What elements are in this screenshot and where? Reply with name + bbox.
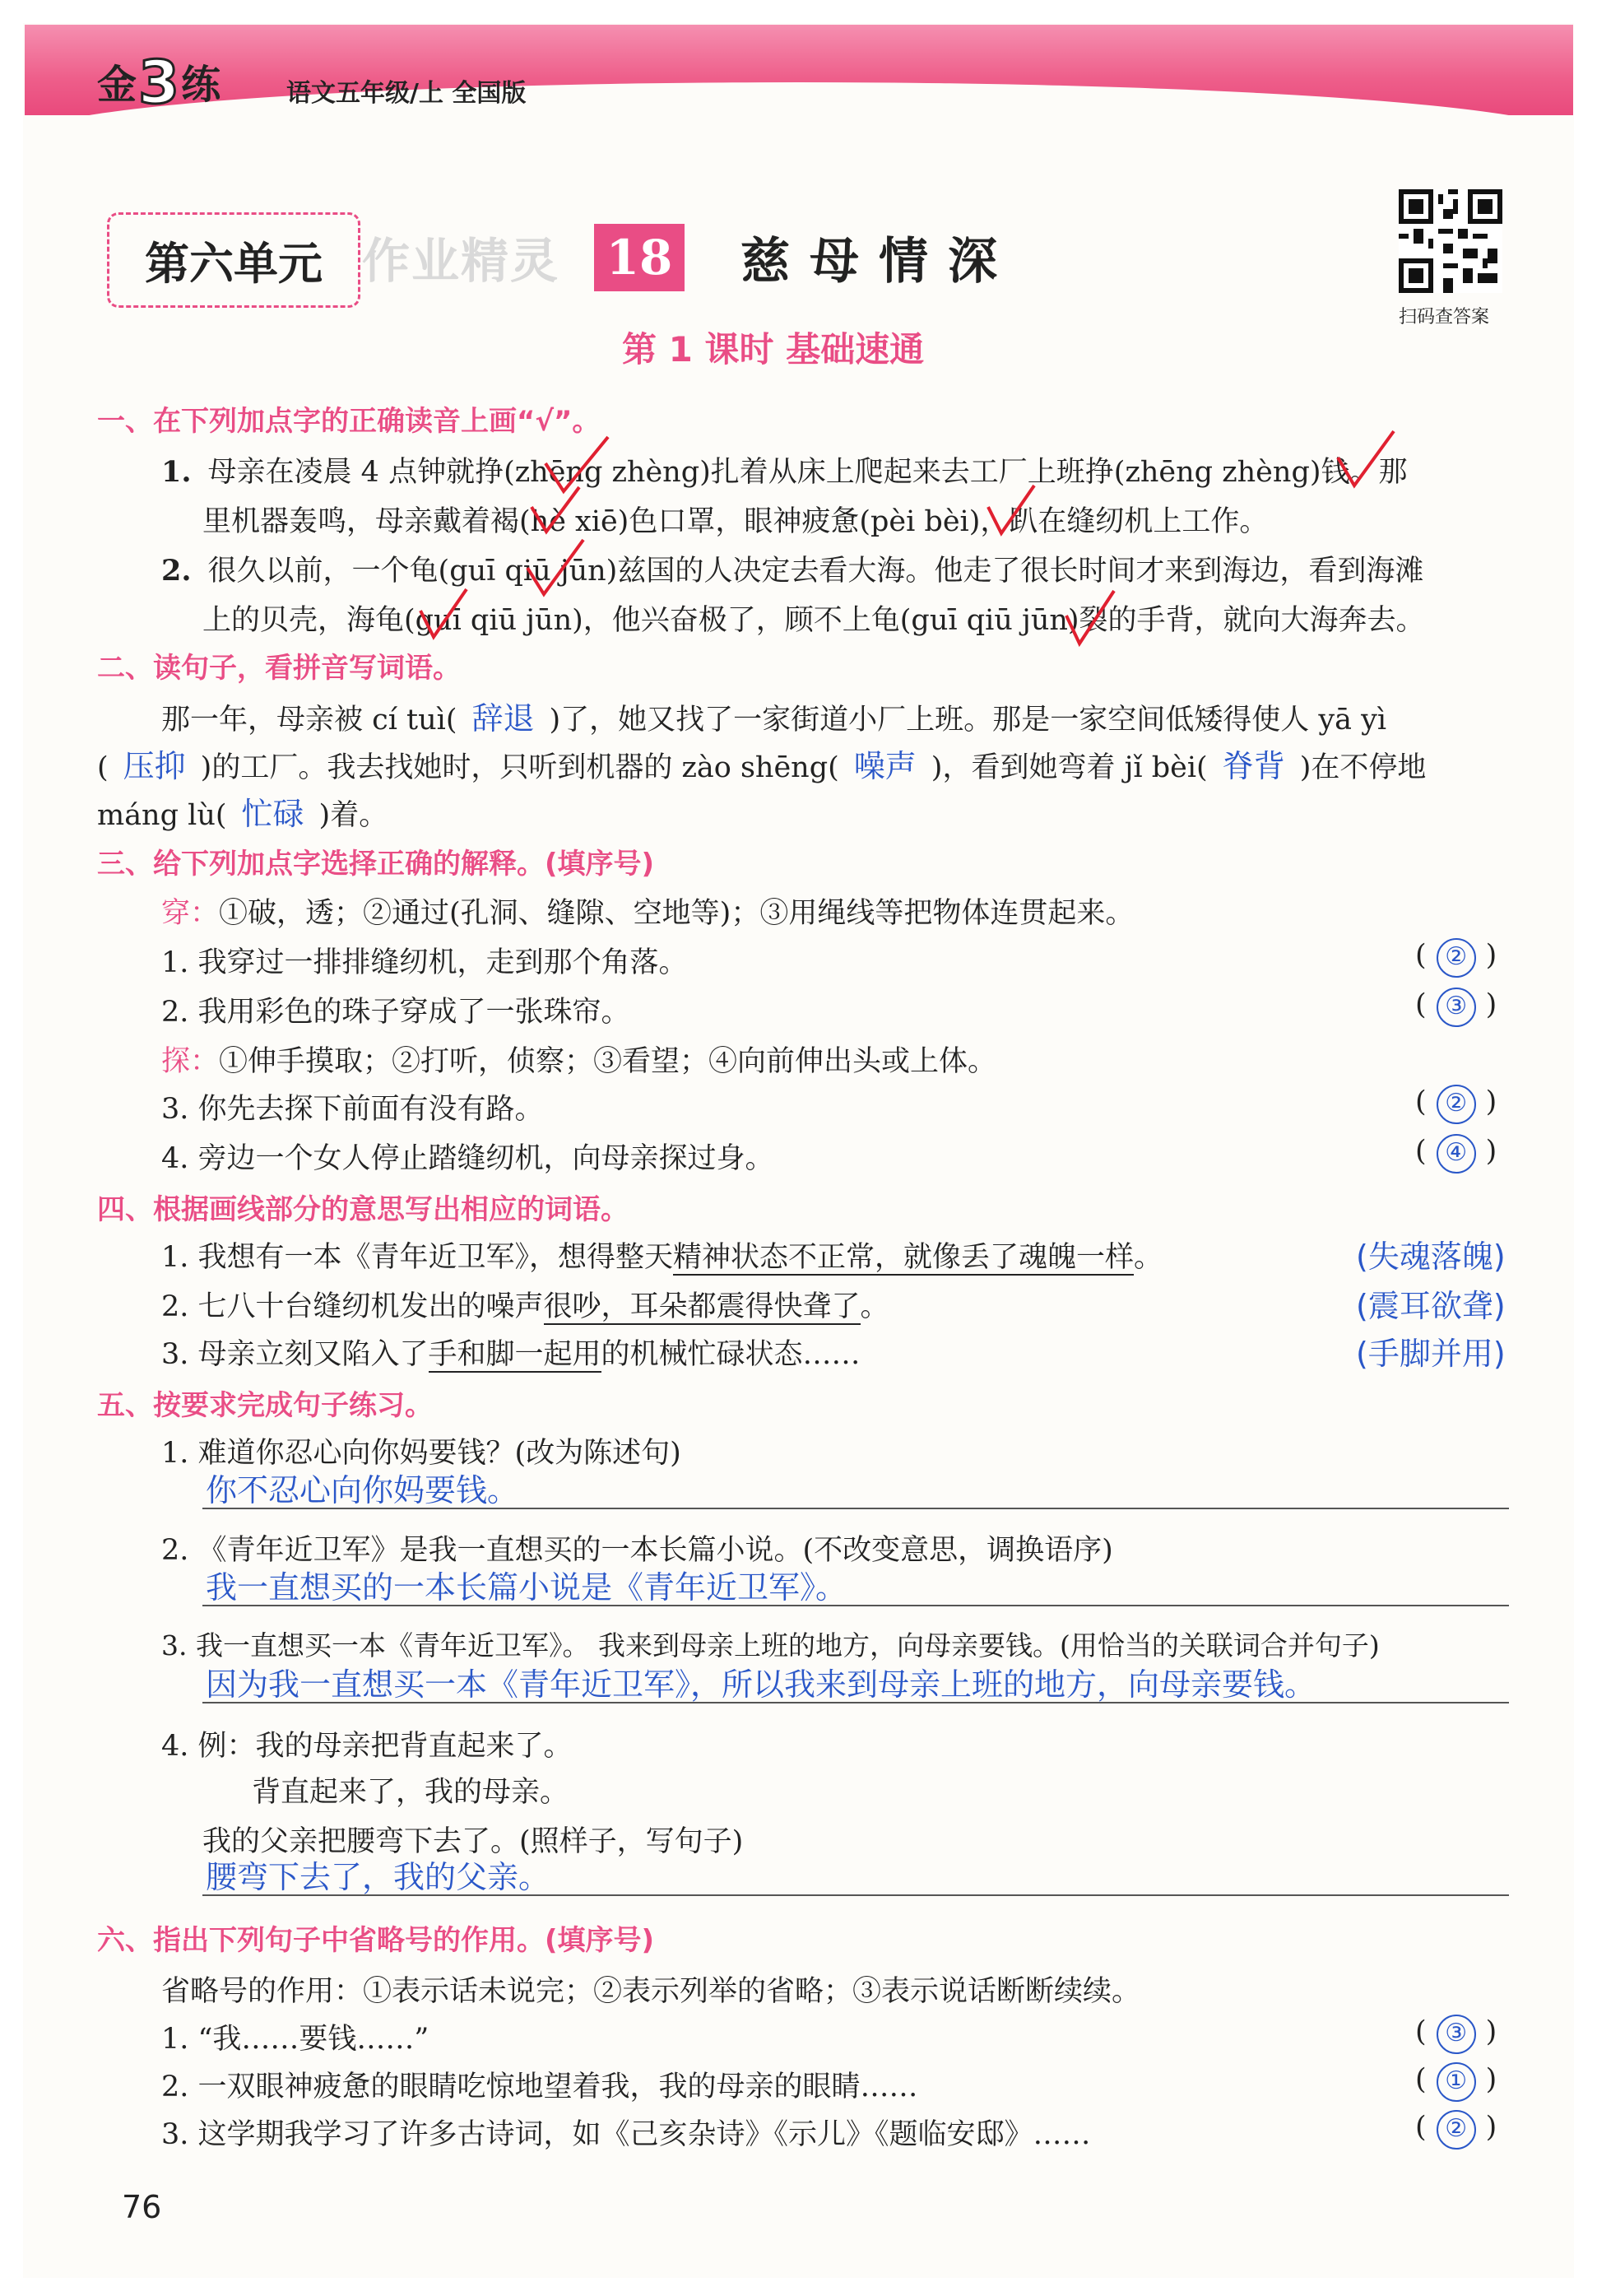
def-head: 穿： bbox=[161, 897, 220, 930]
section-5-title: 五、按要求完成句子练习。 bbox=[97, 1389, 433, 1422]
s3-q4: 4. 旁边一个女人停止踏缝纫机，向母亲探过身。 bbox=[161, 1142, 774, 1175]
def-head: 探： bbox=[161, 1045, 220, 1078]
text: 1. 我想有一本《青年近卫军》，想得整天 bbox=[161, 1241, 674, 1274]
s5-q4-example: 4. 例：我的母亲把背直起来了。 bbox=[161, 1730, 573, 1763]
text: 2. 七八十台缝纫机发出的噪声 bbox=[161, 1290, 544, 1323]
check-mark-icon bbox=[1333, 428, 1399, 494]
brand-logo bbox=[97, 48, 222, 117]
section-6-title: 六、指出下列句子中省略号的作用。(填序号) bbox=[97, 1924, 655, 1957]
period-title: 第 1 课时 基础速通 bbox=[622, 329, 925, 369]
answer-line bbox=[202, 1702, 1509, 1703]
check-mark-icon bbox=[522, 535, 588, 601]
s5-q2: 2. 《青年近卫军》是我一直想买的一本长篇小说。(不改变意思，调换语序) bbox=[161, 1534, 1113, 1567]
check-mark-icon bbox=[1061, 586, 1119, 652]
s3-a4-paren: ( ④ ) bbox=[1415, 1134, 1497, 1174]
answer-circle: ④ bbox=[1437, 1134, 1476, 1174]
s5-answer-1: 你不忍心向你妈要钱。 bbox=[206, 1472, 519, 1508]
s3-q3: 3. 你先去探下前面有没有路。 bbox=[161, 1093, 544, 1126]
page-number: 76 bbox=[122, 2189, 162, 2225]
qr-code-icon[interactable] bbox=[1399, 189, 1502, 293]
q-number: 2. bbox=[161, 554, 192, 588]
text: 3. 母亲立刻又陷入了 bbox=[161, 1338, 429, 1371]
brand-char-2: 练 bbox=[181, 62, 223, 108]
answer-circle: ① bbox=[1437, 2062, 1476, 2102]
section-1-title: 一、在下列加点字的正确读音上画“√”。 bbox=[97, 405, 601, 438]
s4-q3 bbox=[161, 1332, 861, 1373]
text: )着。 bbox=[318, 799, 388, 832]
text: )了，她又找了一家街道小厂上班。那是一家空间低矮得使人 yā yì bbox=[549, 704, 1387, 737]
brand-number: 3 bbox=[138, 48, 182, 117]
answer-circle: ③ bbox=[1437, 988, 1476, 1027]
s6-a3-paren: ( ② ) bbox=[1415, 2110, 1497, 2150]
q-text: 母亲在凌晨 4 点钟就挣(zhēng zhèng)扎着从床上爬起来去工厂上班挣(zhēng zhèng)钱。那 bbox=[207, 456, 1408, 489]
answer-text: 脊背 bbox=[1222, 748, 1285, 784]
answer-text: 忙碌 bbox=[241, 796, 304, 832]
s1-q1-line2: 里机器轰鸣，母亲戴着褐(hè xiē)色口罩，眼神疲惫(pèi bèi)，趴在缝纫机上工作。 bbox=[202, 505, 1269, 538]
s4-answer-3: (手脚并用) bbox=[1356, 1336, 1506, 1372]
section-4-title: 四、根据画线部分的意思写出相应的词语。 bbox=[97, 1193, 629, 1226]
check-mark-icon bbox=[527, 482, 584, 540]
s4-q1 bbox=[161, 1234, 1163, 1276]
s4-answer-2: (震耳欲聋) bbox=[1356, 1288, 1506, 1324]
s6-def: 省略号的作用：①表示话未说完；②表示列举的省略；③表示说话断断续续。 bbox=[161, 1975, 1141, 2008]
text: 。 bbox=[1134, 1241, 1163, 1274]
s2-line2 bbox=[97, 741, 1426, 786]
section-2-title: 二、读句子，看拼音写词语。 bbox=[97, 652, 461, 685]
answer-circle: ② bbox=[1437, 2110, 1476, 2150]
underlined-text: 很吵，耳朵都震得快聋了 bbox=[543, 1290, 861, 1323]
watermark: 作业精灵 bbox=[362, 233, 560, 289]
text: )的工厂。我去找她时，只听到机器的 zào shēng( bbox=[200, 751, 839, 784]
section-3-title: 三、给下列加点字选择正确的解释。(填序号) bbox=[97, 848, 655, 881]
s5-answer-3: 因为我一直想买一本《青年近卫军》，所以我来到母亲上班的地方，向母亲要钱。 bbox=[206, 1666, 1316, 1703]
s6-a1-paren: ( ③ ) bbox=[1415, 2015, 1497, 2054]
def-text: ①伸手摸取；②打听，侦察；③看望；④向前伸出头或上体。 bbox=[219, 1045, 997, 1078]
lesson-number: 18 bbox=[594, 224, 685, 291]
def-text: ①破，透；②通过(孔洞、缝隙、空地等)；③用绳线等把物体连贯起来。 bbox=[219, 897, 1135, 930]
answer-line bbox=[202, 1508, 1509, 1509]
unit-label: 第六单元 bbox=[107, 212, 360, 308]
s3-q1: 1. 我穿过一排排缝纫机，走到那个角落。 bbox=[161, 946, 688, 979]
answer-circle: ② bbox=[1437, 1085, 1476, 1124]
s3-a1-paren: ( ② ) bbox=[1415, 938, 1497, 978]
q-text: 很久以前，一个龟(guī qiū jūn)兹国的人决定去看大海。他走了很长时间才来到海边，看到海滩 bbox=[207, 555, 1424, 588]
s5-q1: 1. 难道你忍心向你妈要钱？(改为陈述句) bbox=[161, 1437, 681, 1470]
text: 那一年，母亲被 cí tuì( bbox=[161, 704, 457, 737]
lesson-title: 慈母情深 bbox=[740, 233, 1017, 290]
answer-text: 噪声 bbox=[853, 748, 917, 784]
answer-line bbox=[202, 1894, 1509, 1896]
s4-q2 bbox=[161, 1284, 889, 1325]
underlined-text: 精神状态不正常，就像丢了魂魄一样 bbox=[673, 1241, 1135, 1274]
s2-line3 bbox=[97, 788, 388, 834]
answer-line bbox=[202, 1605, 1509, 1606]
s2-line1 bbox=[161, 693, 1386, 738]
s5-q4-prompt: 我的父亲把腰弯下去了。(照样子，写句子) bbox=[202, 1825, 744, 1858]
q-number: 1. bbox=[161, 455, 192, 489]
s5-answer-2: 我一直想买的一本长篇小说是《青年近卫军》。 bbox=[206, 1569, 847, 1606]
s5-q3: 3. 我一直想买一本《青年近卫军》。 我来到母亲上班的地方，向母亲要钱。(用恰当的关联词合并句子) bbox=[161, 1629, 1380, 1662]
s3-a2-paren: ( ③ ) bbox=[1415, 988, 1497, 1027]
s4-answer-1: (失魂落魄) bbox=[1356, 1239, 1506, 1275]
s1-q2-line2: 上的贝壳，海龟(guī qiū jūn)，他兴奋极了，顾不上龟(guī qiū jūn)裂的手背，就向大海奔去。 bbox=[202, 604, 1425, 637]
s3-def1 bbox=[161, 890, 1134, 932]
answer-text: 压抑 bbox=[123, 748, 186, 784]
answer-text: 辞退 bbox=[471, 700, 535, 737]
s6-a2-paren: ( ① ) bbox=[1415, 2062, 1497, 2102]
brand-char-1: 金 bbox=[97, 62, 139, 108]
s6-q2: 2. 一双眼神疲惫的眼睛吃惊地望着我，我的母亲的眼睛…… bbox=[161, 2071, 918, 2103]
s1-q2-line1 bbox=[161, 548, 1423, 589]
check-mark-icon bbox=[415, 586, 473, 644]
underlined-text: 手和脚一起用 bbox=[428, 1338, 601, 1371]
qr-label: 扫码查答案 bbox=[1399, 307, 1490, 328]
s5-q4-example-answer: 背直起来了，我的母亲。 bbox=[252, 1776, 569, 1809]
text: )，看到她弯着 jǐ bèi( bbox=[931, 751, 1208, 784]
s3-a3-paren: ( ② ) bbox=[1415, 1085, 1497, 1124]
text: )在不停地 bbox=[1299, 751, 1427, 784]
s1-q1-line1 bbox=[161, 449, 1408, 490]
s3-def2 bbox=[161, 1039, 996, 1080]
answer-circle: ② bbox=[1437, 938, 1476, 978]
subject-label: 语文五年级/上 全国版 bbox=[286, 79, 527, 108]
check-mark-icon bbox=[983, 482, 1041, 540]
text: 。 bbox=[860, 1290, 889, 1323]
text: ( bbox=[97, 751, 109, 784]
text: 的机械忙碌状态…… bbox=[601, 1338, 861, 1371]
s6-q1: 1. “我……要钱……” bbox=[161, 2023, 429, 2056]
s5-answer-4: 腰弯下去了，我的父亲。 bbox=[206, 1859, 550, 1895]
text: máng lù( bbox=[97, 799, 227, 832]
s3-q2: 2. 我用彩色的珠子穿成了一张珠帘。 bbox=[161, 996, 630, 1029]
s6-q3: 3. 这学期我学习了许多古诗词，如《己亥杂诗》《示儿》《题临安邸》…… bbox=[161, 2118, 1091, 2151]
answer-circle: ③ bbox=[1437, 2015, 1476, 2054]
